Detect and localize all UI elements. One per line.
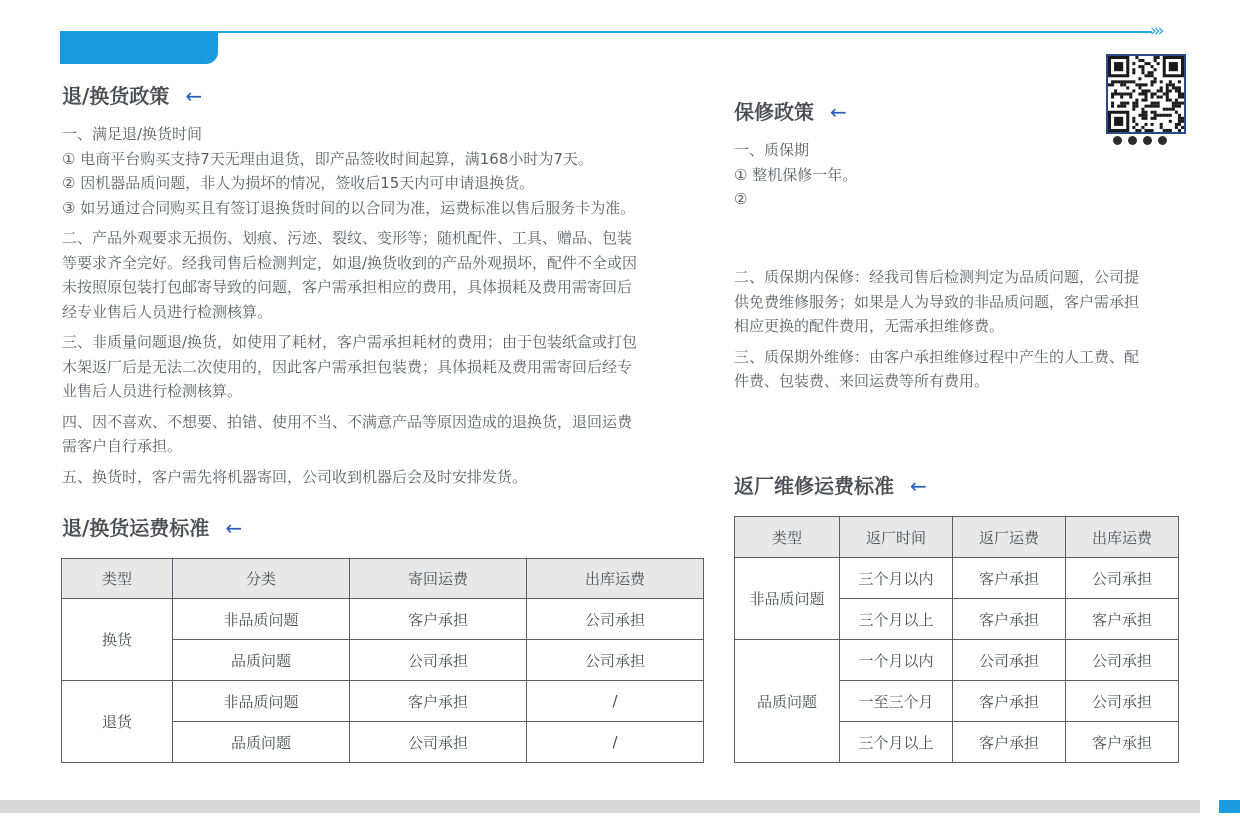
table-row: 三个月以上 客户承担 客户承担 [735, 722, 1179, 763]
return-shipping-title: 退/换货运费标准 ← [62, 516, 243, 540]
table-header: 寄回运费 [350, 559, 527, 599]
chevron-right-icon: ››› [1150, 21, 1162, 41]
table-header: 出库运费 [1066, 517, 1179, 558]
policy-paragraph: 三、非质量问题退/换货，如使用了耗材，客户需承担耗材的费用；由于包装纸盒或打包 木架返厂后是无法二次使用的，因此客户需承担包装费；具体损耗及费用需寄回后经专 业售后人员进行检测核算。 [62, 333, 638, 400]
table-header: 返厂运费 [953, 517, 1066, 558]
policy-paragraph: 三、质保期外维修：由客户承担维修过程中产生的人工费、配 件费、包装费、来回运费等所有费用。 [734, 347, 1140, 390]
group-cell: 品质问题 [735, 640, 840, 763]
policy-paragraph: 二、产品外观要求无损伤、划痕、污迹、裂纹、变形等；随机配件、工具、赠品、包装 等要求齐全完好。经我司售后检测判定，如退/换货收到的产品外观损坏，配件不全或因 未按照原包装打包邮寄导致的问题，客户需承担相应的费用，具体损耗及费用需寄回后 经专业售后人员进行检测核算。 [62, 229, 638, 321]
arrow-left-icon: ← [830, 100, 847, 124]
policy-item: ① 整机保修一年。 [734, 165, 858, 184]
arrow-left-icon: ← [910, 474, 927, 498]
warranty-policy-title: 保修政策 ← [734, 100, 847, 124]
table-header-row [735, 517, 1179, 558]
arrow-left-icon: ← [185, 84, 203, 108]
section-heading: 一、满足退/换货时间 [62, 125, 203, 143]
table-header: 返厂时间 [840, 517, 953, 558]
policy-paragraph: 五、换货时，客户需先将机器寄回，公司收到机器后会及时安排发货。 [62, 467, 528, 486]
return-shipping-table [61, 558, 704, 763]
repair-shipping-table [734, 516, 1179, 763]
table-row: 退货 非品质问题 客户承担 / [62, 681, 704, 722]
warranty-policy-body [734, 265, 1184, 400]
group-cell: 退货 [62, 681, 173, 763]
top-tab-decoration [60, 31, 218, 64]
table-header: 出库运费 [527, 559, 704, 599]
qr-code [1106, 54, 1186, 134]
policy-item: ② [734, 190, 748, 208]
warranty-policy-intro [734, 138, 1184, 212]
policy-paragraph: 二、质保期内保修：经我司售后检测判定为品质问题，公司提 供免费维修服务；如果是人为导致的非品质问题，客户需承担 相应更换的配件费用，无需承担维修费。 [734, 268, 1140, 335]
policy-item: ③ 如另通过合同购买且有签订退换货时间的以合同为准，运费标准以售后服务卡为准。 [62, 198, 636, 217]
repair-shipping-title: 返厂维修运费标准 ← [734, 474, 927, 498]
section-heading: 一、质保期 [734, 141, 810, 159]
policy-item: ② 因机器品质问题，非人为损坏的情况，签收后15天内可申请退换货。 [62, 174, 535, 192]
footer-bar [0, 800, 1200, 813]
table-row: 非品质问题 三个月以内 客户承担 公司承担 [735, 558, 1179, 599]
table-header: 分类 [173, 559, 350, 599]
table-row: 换货 非品质问题 客户承担 公司承担 [62, 599, 704, 640]
table-header: 类型 [735, 517, 840, 558]
return-policy-title: 退/换货政策 ← [62, 84, 203, 108]
table-row: 一至三个月 客户承担 公司承担 [735, 681, 1179, 722]
group-cell: 非品质问题 [735, 558, 840, 640]
arrow-left-icon: ← [225, 516, 243, 540]
table-row: 品质问题 公司承担 公司承担 [62, 640, 704, 681]
table-row: 三个月以上 客户承担 客户承担 [735, 599, 1179, 640]
policy-item: ① 电商平台购买支持7天无理由退货，即产品签收时间起算，满168小时为7天。 [62, 149, 593, 168]
footer-accent [1219, 800, 1240, 813]
table-header: 类型 [62, 559, 173, 599]
policy-paragraph: 四、因不喜欢、不想要、拍错、使用不当、不满意产品等原因造成的退换货，退回运费 需客户自行承担。 [62, 412, 633, 455]
group-cell: 换货 [62, 599, 173, 681]
table-row: 品质问题 公司承担 / [62, 722, 704, 763]
top-rule [60, 31, 1152, 33]
table-header-row [62, 559, 704, 599]
return-policy-body [62, 122, 712, 495]
table-row: 品质问题 一个月以内 公司承担 公司承担 [735, 640, 1179, 681]
